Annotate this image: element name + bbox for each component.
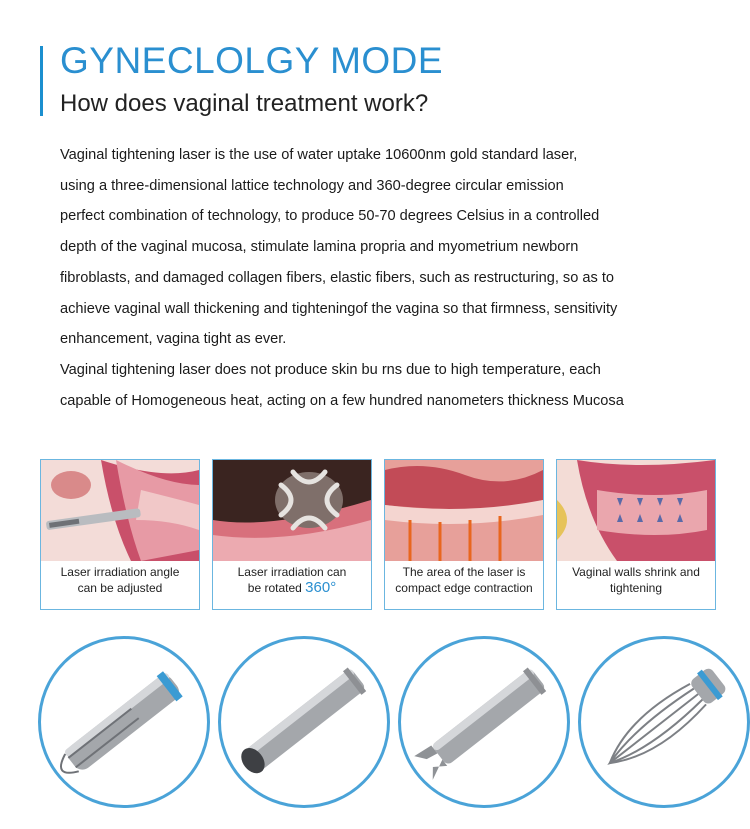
description-paragraph	[60, 140, 730, 416]
card-caption-line: Laser irradiation angle	[60, 565, 180, 579]
laser-angle-illustration-icon	[41, 460, 199, 561]
angled-tip-probe-icon	[218, 636, 390, 808]
card-compact-edge	[384, 459, 544, 610]
card-rotation-360	[212, 459, 372, 610]
description-line: capable of Homogeneous heat, acting on a few hundred nanometers thickness Mucosa	[60, 392, 624, 409]
laser-rotation-illustration-icon	[213, 460, 371, 561]
forked-tip-probe-icon	[398, 636, 570, 808]
description-line: enhancement, vagina tight as ever.	[60, 331, 287, 348]
card-caption-line: tightening	[609, 581, 663, 595]
description-line: using a three-dimensional lattice technology and 360-degree circular emission	[60, 177, 564, 194]
card-caption-line: can be adjusted	[77, 581, 163, 595]
card-caption-line: Laser irradiation can	[237, 565, 347, 579]
card-caption	[557, 564, 715, 596]
card-caption-line: compact edge contraction	[395, 581, 533, 595]
description-line: fibroblasts, and damaged collagen fibers, elastic fibers, such as restructuring, so as to	[60, 269, 615, 286]
mucosa-contraction-illustration-icon	[385, 460, 543, 561]
card-caption-line: The area of the laser is	[402, 565, 526, 579]
description-line: Vaginal tightening laser does not produce skin bu rns due to high temperature, each	[60, 361, 601, 378]
probe-circle	[398, 636, 570, 808]
card-caption	[385, 564, 543, 596]
card-caption-line: be rotated	[247, 581, 306, 595]
description-line: achieve vaginal wall thickening and tighteningof the vagina so that firmness, sensitivity	[60, 300, 618, 317]
cage-probe-icon	[38, 636, 210, 808]
card-caption-line: Vaginal walls shrink and	[572, 565, 700, 579]
page-subtitle: How does vaginal treatment work?	[60, 90, 429, 117]
card-caption	[41, 564, 199, 596]
page-title: GYNECLOLGY MODE	[60, 40, 444, 81]
probe-circle	[218, 636, 390, 808]
wire-cage-probe-icon	[578, 636, 750, 808]
vaginal-wall-illustration-icon	[557, 460, 715, 561]
card-wall-tightening	[556, 459, 716, 610]
rotation-degree-highlight: 360°	[305, 579, 337, 596]
description-line: depth of the vaginal mucosa, stimulate lamina propria and myometrium newborn	[60, 239, 579, 256]
probe-circle	[578, 636, 750, 808]
description-line: Vaginal tightening laser is the use of water uptake 10600nm gold standard laser,	[60, 147, 578, 163]
title-accent-bar	[40, 46, 43, 116]
treatment-cards	[40, 459, 715, 610]
probe-gallery	[38, 636, 728, 816]
description-line: perfect combination of technology, to produce 50-70 degrees Celsius in a controlled	[60, 208, 600, 225]
card-caption	[213, 564, 371, 596]
probe-circle	[38, 636, 210, 808]
card-angle-adjustable	[40, 459, 200, 610]
